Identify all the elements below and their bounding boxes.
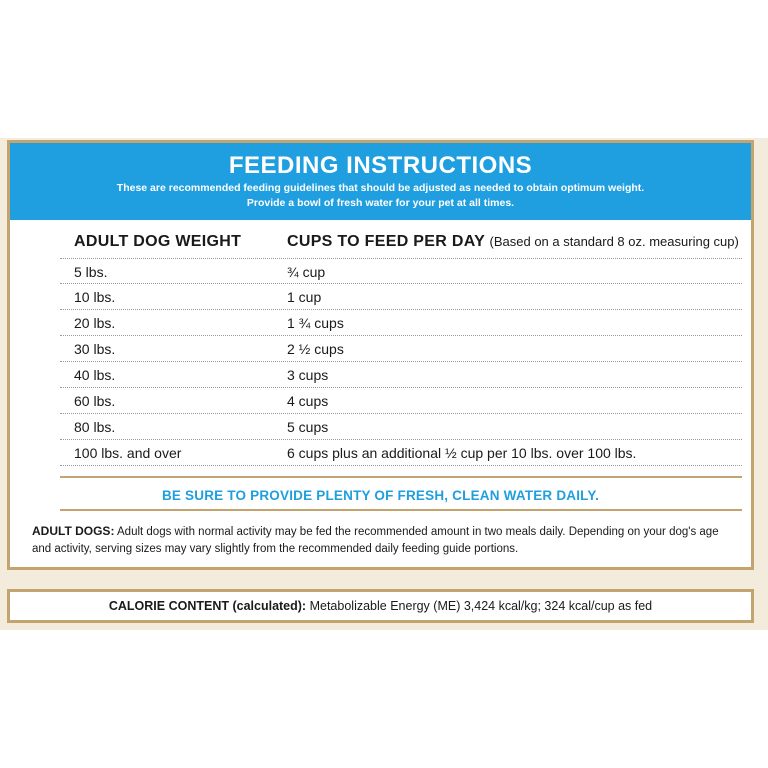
header-weight: ADULT DOG WEIGHT [74, 233, 242, 250]
calorie-text: Metabolizable Energy (ME) 3,424 kcal/kg; 324 kcal/cup as fed [309, 599, 653, 613]
row-weight: 30 lbs. [74, 341, 116, 357]
divider-top [60, 476, 742, 478]
table-row [60, 440, 742, 466]
adult-dogs-label: ADULT DOGS: [32, 524, 115, 538]
feeding-table [60, 233, 742, 466]
row-weight: 60 lbs. [74, 393, 116, 409]
row-weight: 80 lbs. [74, 419, 116, 435]
table-row [60, 362, 742, 388]
header-cups [287, 233, 739, 251]
row-cups: 3 cups [287, 367, 329, 383]
table-row [60, 388, 742, 414]
row-cups: ¾ cup [287, 264, 326, 280]
banner-subtitle-line-1: These are recommended feeding guidelines that should be adjusted as needed to obtain optimum weight. [116, 182, 645, 194]
table-row [60, 336, 742, 362]
divider-bottom [60, 509, 742, 511]
water-notice: BE SURE TO PROVIDE PLENTY OF FRESH, CLEAN WATER DAILY. [161, 488, 600, 503]
banner-subtitle-line-2: Provide a bowl of fresh water for your pet at all times. [246, 197, 515, 209]
adult-dogs-text: Adult dogs with normal activity may be fed the recommended amount in two meals daily. Depending on your dog's age and activity, serving sizes may vary slightly from the recommended daily feeding guide portions. [32, 526, 719, 555]
header-cups-label: CUPS TO FEED PER DAY [287, 233, 485, 250]
table-row [60, 284, 742, 310]
row-weight: 5 lbs. [74, 264, 108, 280]
table-row [60, 414, 742, 440]
calorie-content-box [7, 589, 754, 623]
table-header [60, 233, 742, 258]
table-row [60, 258, 742, 284]
row-weight: 10 lbs. [74, 289, 116, 305]
row-cups: 5 cups [287, 419, 329, 435]
banner-title: FEEDING INSTRUCTIONS [228, 152, 533, 179]
feeding-banner [10, 143, 751, 220]
table-row [60, 310, 742, 336]
row-cups: 2 ½ cups [287, 341, 344, 357]
row-cups: 6 cups plus an additional ½ cup per 10 lbs. over 100 lbs. [287, 445, 637, 461]
table-body [60, 258, 742, 466]
row-weight: 100 lbs. and over [74, 445, 182, 461]
header-cups-note: (Based on a standard 8 oz. measuring cup) [489, 234, 739, 249]
adult-dogs-note [32, 523, 732, 558]
row-weight: 20 lbs. [74, 315, 116, 331]
row-weight: 40 lbs. [74, 367, 116, 383]
row-cups: 1 ¾ cups [287, 315, 344, 331]
calorie-label: CALORIE CONTENT (calculated): [108, 599, 307, 613]
row-cups: 4 cups [287, 393, 329, 409]
feeding-instructions-card [7, 140, 754, 570]
row-cups: 1 cup [287, 289, 322, 305]
